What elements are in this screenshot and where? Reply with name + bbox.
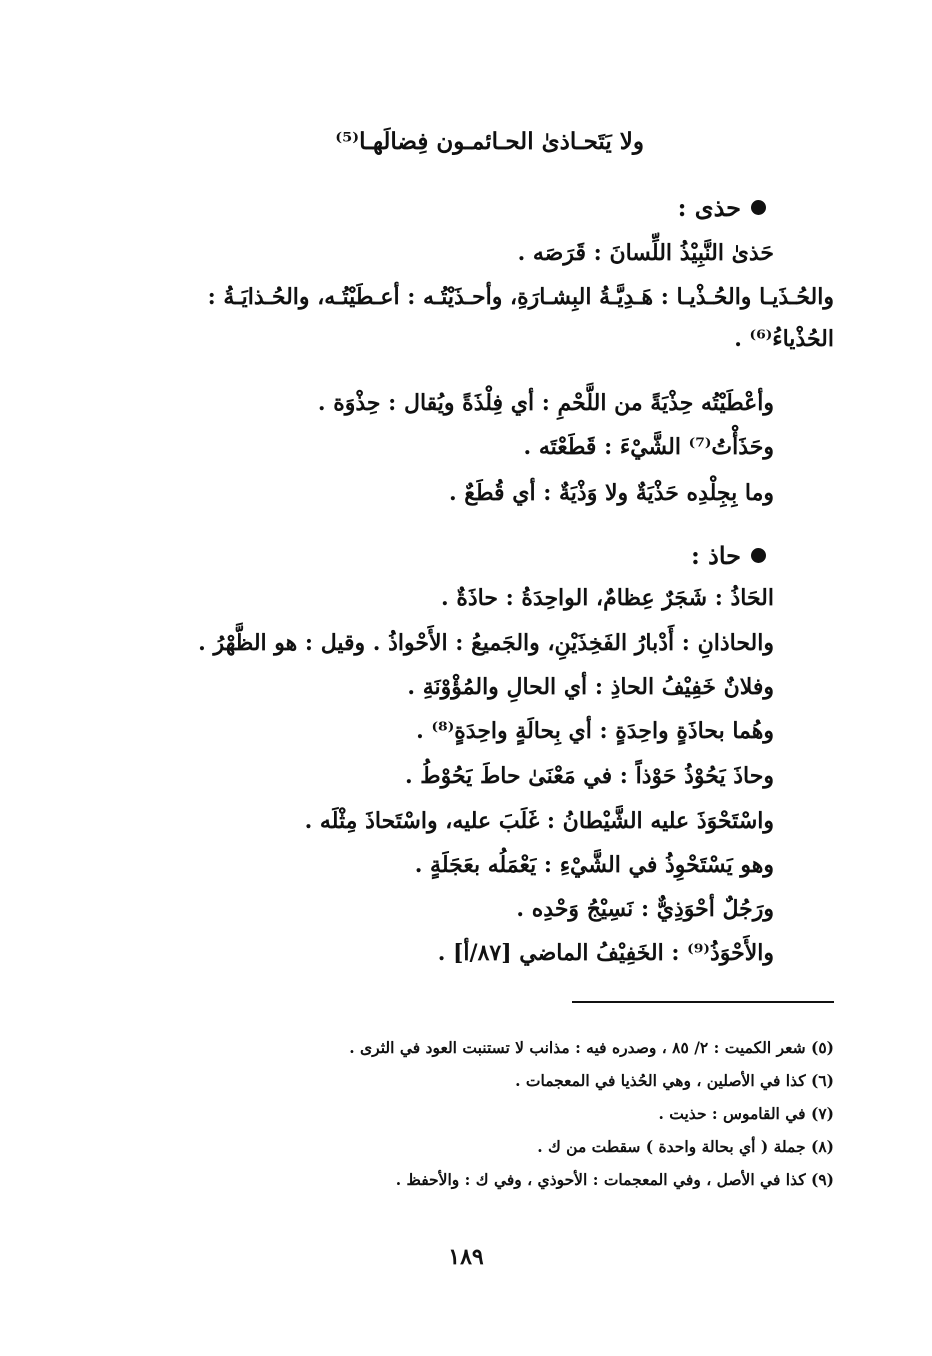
footnote: (٥) شعر الكميت : ٢/ ٨٥ ، وصدره فيه : مذانب لا تستنبت العود في الثرى . — [349, 1038, 834, 1057]
entry-line: وهُما بحاذَةٍ واحِدَةٍ : أي بِحالَةٍ واحِدَةٍ⁽⁸⁾ . — [416, 718, 774, 744]
entry-line: وأعْطَيْتُه حِذْيَةً من اللَّحْمِ : أي فِلْذَةً ويُقال : حِذْوَة . — [317, 390, 774, 416]
footnote: (٧) في القاموس : حذيت . — [658, 1104, 834, 1123]
entry-line: حَذىٰ النَّبِيْذُ اللِّسانَ : قَرَصَه . — [517, 240, 774, 266]
entry-line: وحَذَأْتُ⁽⁷⁾ الشَّيْءَ : قَطَعْتَه . — [523, 434, 774, 460]
footnote-separator — [572, 1001, 834, 1003]
entry-heading-hadh — [691, 541, 766, 570]
entry-heading-text: حاذ : — [690, 541, 741, 570]
entry-line: الحَاذُ : شَجَرٌ عِظامٌ، الواحِدَةُ : حاذَةٌ . — [441, 585, 774, 611]
entry-heading-hadha — [678, 193, 766, 222]
entry-line: وحاذَ يَحُوْذُ حَوْذاً : في مَعْنَىٰ حاطَ يَحُوْطُ . — [404, 763, 774, 789]
entry-line: وفلانٌ خَفِيْفُ الحاذِ : أي الحالِ والمُؤْوْنَةِ . — [407, 674, 774, 700]
bullet-icon — [751, 548, 766, 563]
entry-line: ورَجُلٌ أحْوَذِيٌّ : نَسِيْجُ وَحْدِه . — [516, 896, 774, 922]
entry-line: والأَحْوَذُ⁽⁹⁾ : الخَفِيْفُ الماضي [٨٧/أ] . — [437, 940, 774, 966]
entry-line: واسْتَحْوَذَ عليه الشَّيْطانُ : غَلَبَ عليه، واسْتَحاذَ مِثْلَه . — [304, 808, 774, 834]
entry-line: الحُذْياءُ⁽⁶⁾ . — [734, 326, 834, 352]
page-number: ١٨٩ — [448, 1244, 484, 1270]
entry-line: والحُـذَيـا والحُـذْيـا : هَـدِيَّـةُ البِشـارَةِ، وأحـذَيْتُـه : أعـطَيْتُـه، والحُـذايَـةُ : — [207, 284, 834, 310]
footnote: (٦) كذا في الأصلين ، وهي الحُذيا في المعجمات . — [515, 1071, 834, 1090]
entry-line: والحاذانِ : أَدْبارُ الفَخِذَيْنِ، والجَميعُ : الأَحْواذُ . وقيل : هو الظَّهْرُ . — [198, 630, 774, 656]
entry-line: وما بِجِلْدِه حَذْيَةٌ ولا وَذْيَةٌ : أي قُطَعٌ . — [448, 480, 774, 506]
entry-line: وهو يَسْتَحْوِذُ في الشَّيْءِ : يَعْمَلُه بعَجَلَةٍ . — [414, 852, 774, 878]
verse-line: ولا يَتَحـاذىٰ الحـائمـون فِضالَهـا⁽⁵⁾ — [335, 128, 644, 155]
footnote: (٨) جملة ( أي بحالة واحدة ) سقطت من ك . — [537, 1137, 834, 1156]
bullet-icon — [751, 200, 766, 215]
entry-heading-text: حذى : — [677, 193, 741, 222]
footnote: (٩) كذا في الأصل ، وفي المعجمات : الأحوذي ، وفي ك : والأحفظ . — [395, 1170, 834, 1189]
